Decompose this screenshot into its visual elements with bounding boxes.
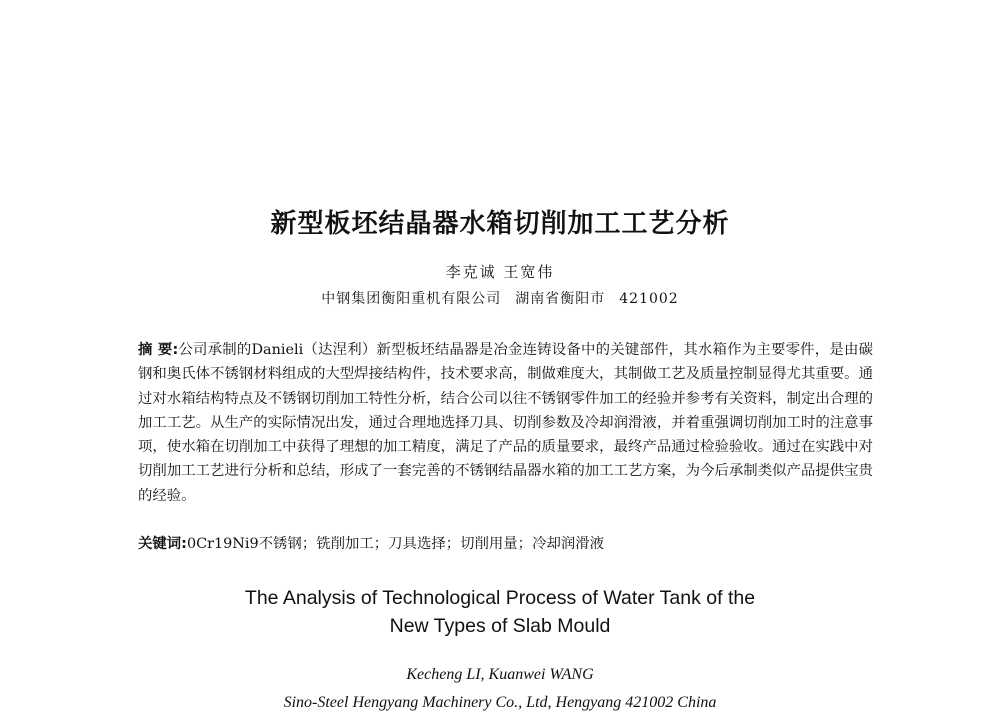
affiliation-postcode: 421002 xyxy=(619,291,679,307)
chinese-authors: 李克诚 王宽伟 xyxy=(445,263,555,281)
english-authors: Kecheng LI, Kuanwei WANG xyxy=(406,666,594,683)
chinese-affiliation xyxy=(0,288,1000,308)
english-title xyxy=(0,584,1000,640)
chinese-title: 新型板坯结晶器水箱切削加工工艺分析 xyxy=(270,209,730,239)
keywords-label: 关键词: xyxy=(138,536,187,552)
affiliation-location: 湖南省衡阳市 xyxy=(515,291,606,307)
keywords xyxy=(138,532,873,556)
abstract-text: 公司承制的Danieli（达涅利）新型板坯结晶器是冶金连铸设备中的关键部件，其水箱作为主要零件，是由碳钢和奥氏体不锈钢材料组成的大型焊接结构件，技术要求高，制做难度大，其制做工艺及质量控制显得尤其重要。通过对水箱结构特点及不锈钢切削加工特性分析，结合公司以往不锈钢零件加工的经验并参考有关资料，制定出合理的加工工艺。从生产的实际情况出发，通过合理地选择刀具、切削参数及冷却润滑液，并着重强调切削加工时的注意事项，使水箱在切削加工中获得了理想的加工精度，满足了产品的质量要求，最终产品通过检验验收。通过在实践中对切削加工工艺进行分析和总结，形成了一套完善的不锈钢结晶器水箱的加工工艺方案，为今后承制类似产品提供宝贵的经验。 xyxy=(138,342,874,504)
english-title-line-1: The Analysis of Technological Process of Water Tank of the xyxy=(244,587,756,609)
english-affiliation: Sino-Steel Hengyang Machinery Co., Ltd, Hengyang 421002 China xyxy=(283,694,717,711)
affiliation-company: 中钢集团衡阳重机有限公司 xyxy=(321,291,502,307)
abstract xyxy=(138,338,873,508)
english-title-line-2: New Types of Slab Mould xyxy=(389,615,611,637)
abstract-label: 摘 要: xyxy=(138,342,179,358)
keywords-text: 0Cr19Ni9不锈钢；铣削加工；刀具选择；切削用量；冷却润滑液 xyxy=(186,536,605,552)
